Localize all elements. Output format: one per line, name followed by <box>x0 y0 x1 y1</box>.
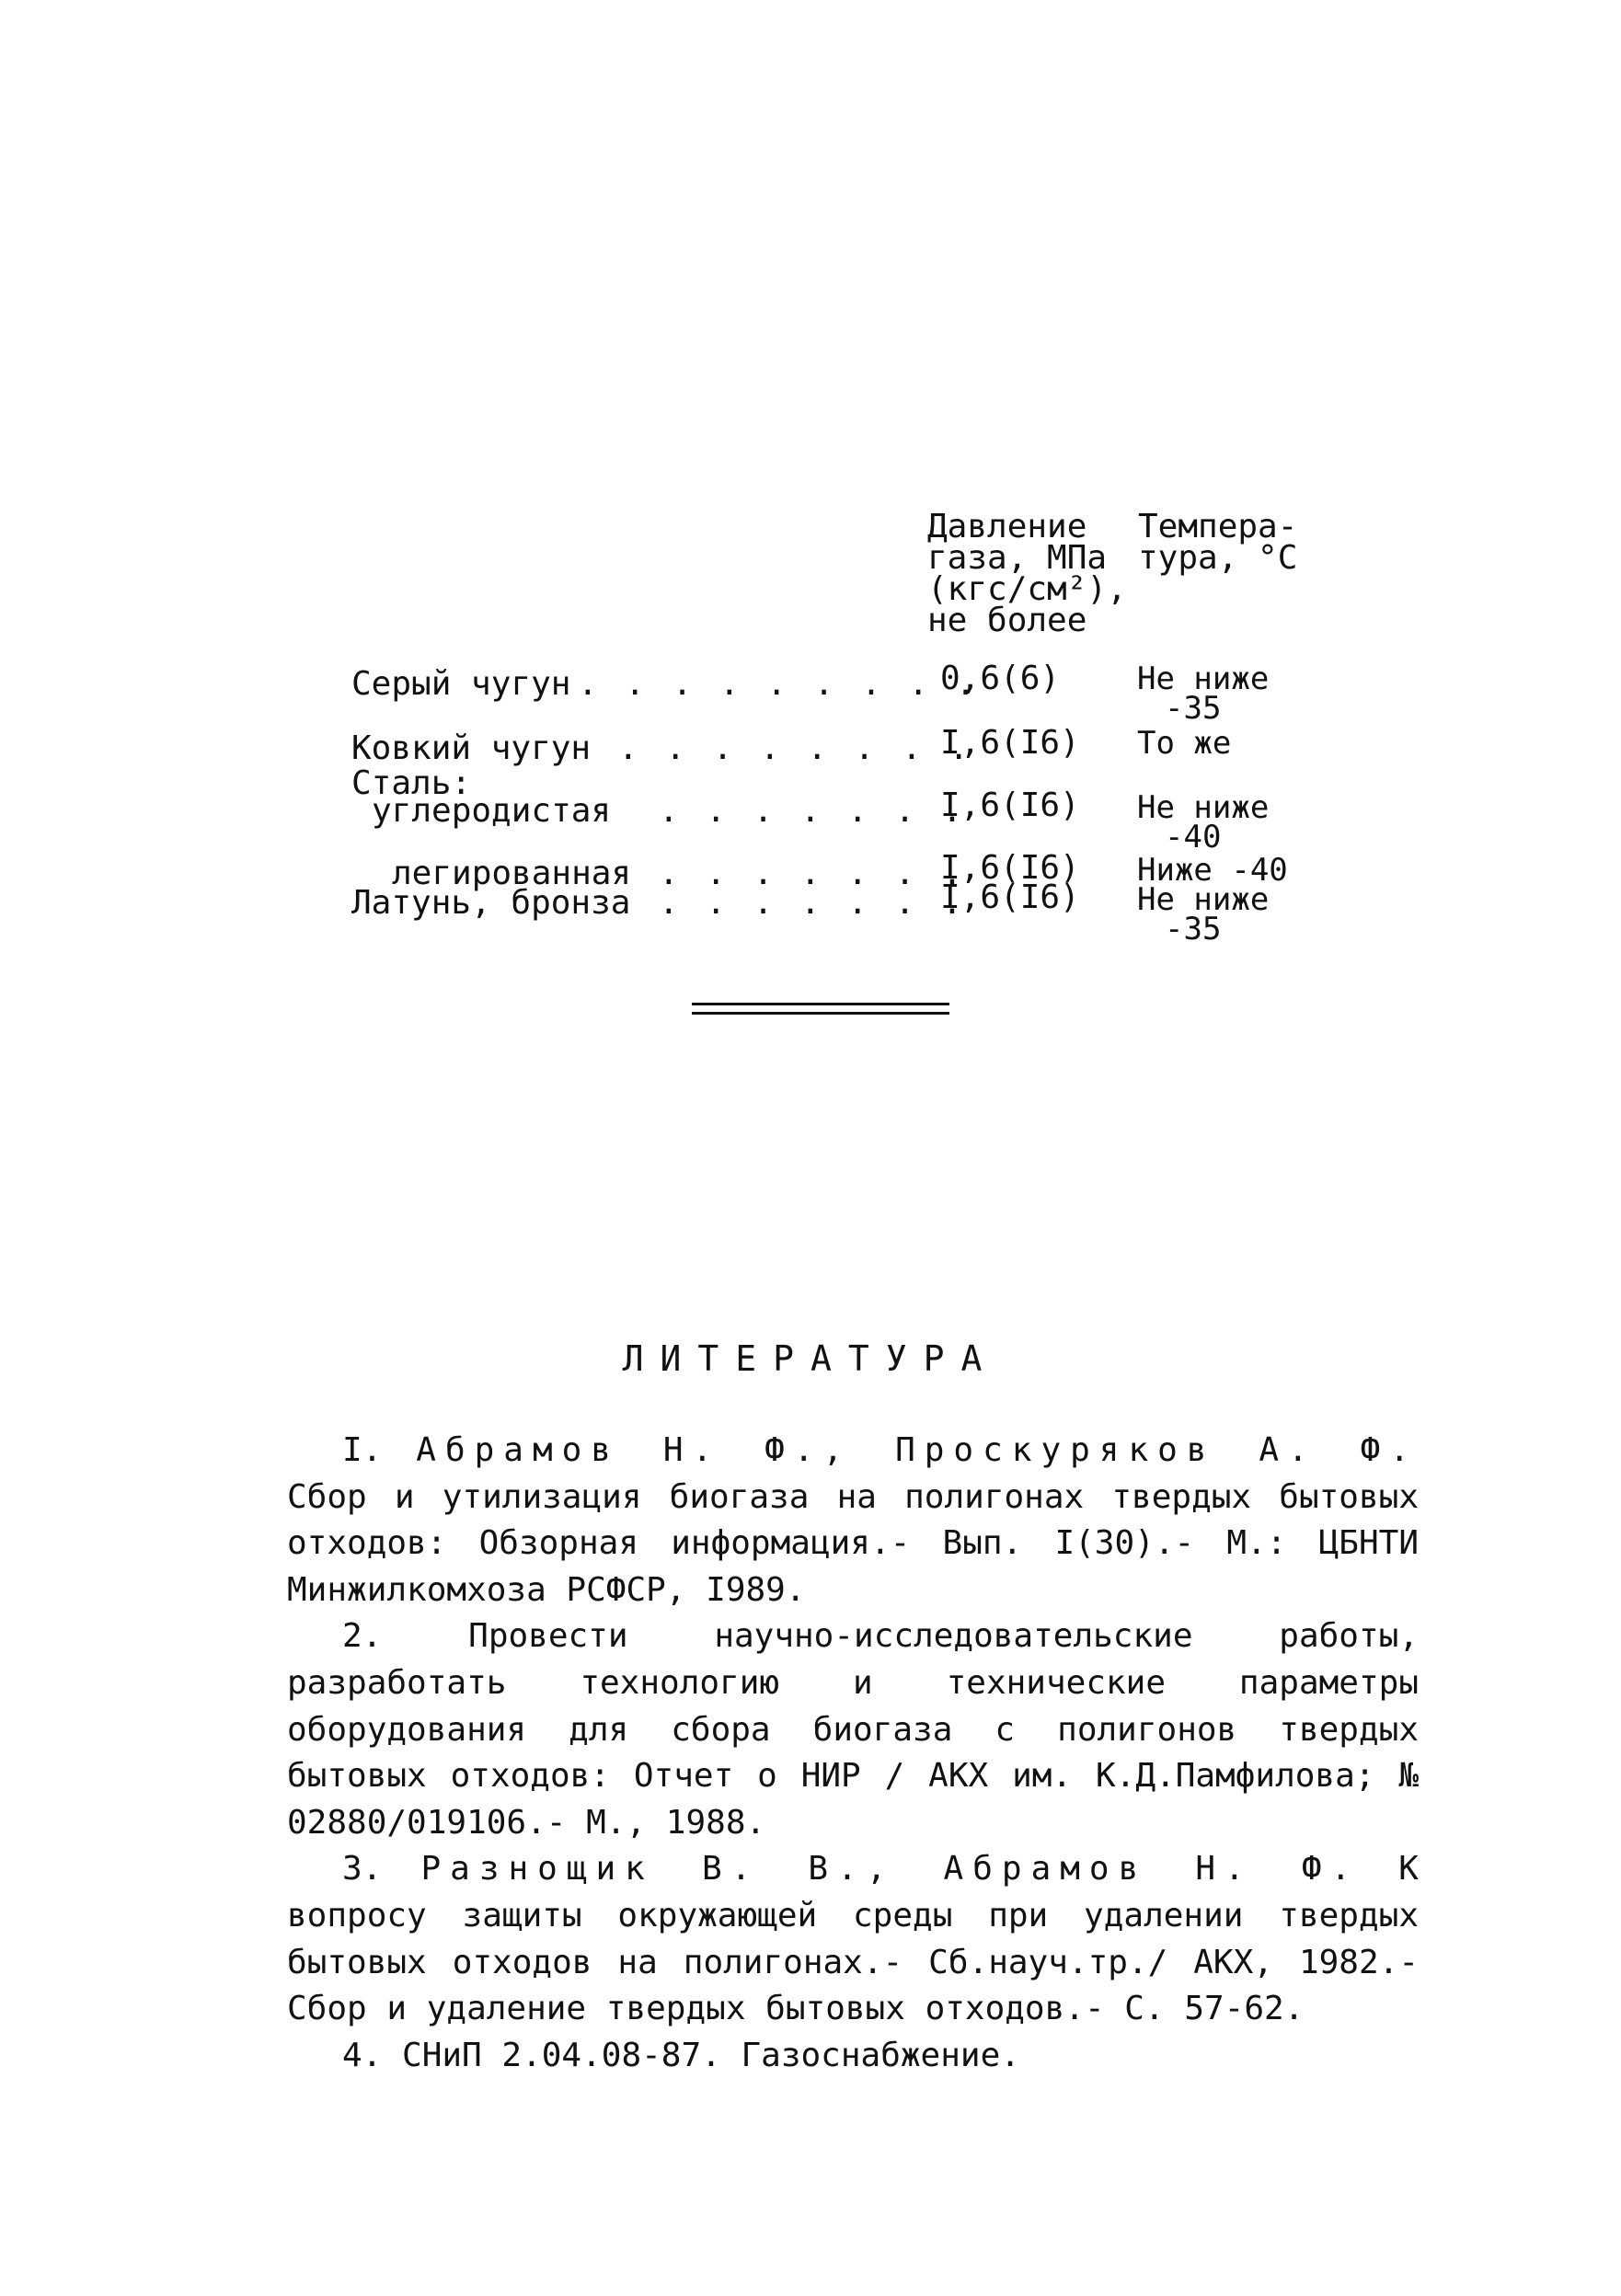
temperature-value <box>1137 725 1232 762</box>
reference-text: К вопросу защиты окружающей среды при удалении твердых бытовых отходов на полигонах.- Сб.науч.тр./ АКХ, 1982.- Сбор и удаление твердых бытовых отходов.- С. 57-62. <box>287 1850 1419 2028</box>
reference-authors: Разнощик В. В., Абрамов Н. Ф. <box>420 1850 1361 1888</box>
reference-number: 4. <box>342 2036 383 2074</box>
reference-text: Сбор и утилизация биогаза на полигонах твердых бытовых отходов: Обзорная информация.- Вып. I(30).- М.: ЦБНТИ Минжилкомхоза РСФСР, I989. <box>287 1477 1419 1609</box>
material-group-name: Сталь: <box>351 764 472 802</box>
temperature-value <box>1137 789 1270 855</box>
reference-text: Провести научно-исследовательские работы, разработать технологию и технические параметры оборудования для сбора биогаза с полигонов твердых бытовых отходов: Отчет о НИР / АКХ им. К.Д.Памфилова; № 02880/019106.- М., 1988. <box>287 1617 1419 1842</box>
reference-item <box>287 1846 1419 2032</box>
temperature-line: Не ниже <box>1137 660 1270 697</box>
leader-dots: . . . . . . . . . <box>578 665 980 703</box>
temperature-line: Не ниже <box>1137 789 1270 826</box>
material-name: Ковкий чугун <box>351 729 592 767</box>
pressure-header-line: (кгс/см²), <box>927 570 1127 608</box>
reference-text: СНиП 2.04.08-87. Газоснабжение. <box>382 2036 1020 2074</box>
reference-authors: Абрамов Н. Ф., Проскуряков А. Ф. <box>416 1431 1419 1469</box>
reference-number: 3. <box>342 1850 383 1888</box>
pressure-value: I,6(I6) <box>940 878 1080 916</box>
temperature-line: Ниже -40 <box>1137 852 1288 889</box>
pressure-header-line: Давление <box>927 508 1087 545</box>
temperature-line: То же <box>1137 725 1232 762</box>
reference-list <box>287 1428 1419 2079</box>
leader-dots: . . . . . . . . <box>618 729 973 767</box>
material-name: углеродистая <box>372 792 612 830</box>
temperature-line: -35 <box>1165 911 1222 947</box>
reference-number: I. <box>342 1431 383 1469</box>
pressure-value: I,6(I6) <box>940 724 1080 762</box>
material-name: Серый чугун <box>351 665 571 703</box>
pressure-header-line: не более <box>927 602 1087 639</box>
reference-item <box>287 1613 1419 1846</box>
temperature-column-header <box>1138 508 1298 577</box>
material-name: Латунь, бронза <box>351 884 631 922</box>
material-name: легированная <box>392 855 632 892</box>
reference-item <box>287 2033 1419 2080</box>
pressure-header-line: газа, МПа <box>927 539 1108 577</box>
temperature-line: -35 <box>1165 690 1222 727</box>
reference-item <box>287 1428 1419 1613</box>
leader-dots: . . . . . . . <box>659 792 966 830</box>
leader-dots: . . . . . . . <box>659 855 966 892</box>
pressure-value: 0,6(6) <box>940 660 1061 697</box>
separator-rule-bottom <box>692 1012 949 1015</box>
literature-heading: ЛИТЕРАТУРА <box>622 1338 999 1379</box>
temperature-line: Не ниже <box>1137 881 1270 918</box>
separator-rule-top <box>692 1003 949 1005</box>
temperature-line: -40 <box>1165 819 1222 855</box>
pressure-column-header <box>927 508 1127 639</box>
temperature-value <box>1137 881 1270 947</box>
pressure-value: I,6(I6) <box>940 786 1080 824</box>
reference-number: 2. <box>342 1617 383 1656</box>
pressure-value: I,6(I6) <box>940 849 1080 887</box>
temperature-header-line: тура, °С <box>1138 539 1298 577</box>
leader-dots: . . . . . . . <box>659 884 966 922</box>
temperature-header-line: Темпера- <box>1138 508 1298 545</box>
temperature-value <box>1137 660 1270 727</box>
